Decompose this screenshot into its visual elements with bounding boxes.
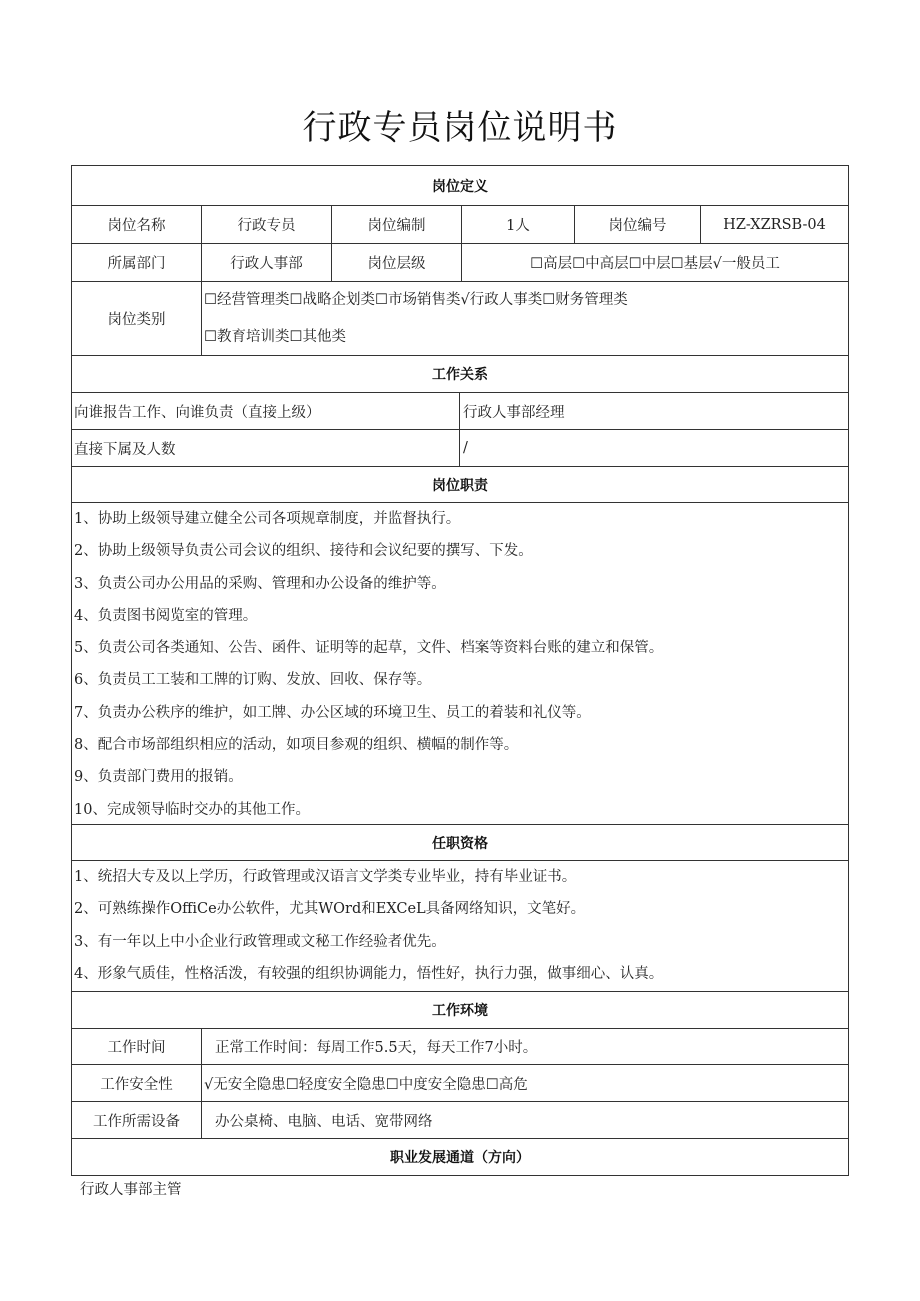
headcount-label: 岗位编制 [331,206,461,243]
category-options-line-2: ☐教育培训类☐其他类 [204,328,346,345]
safety-options: √无安全隐患☐轻度安全隐患☐中度安全隐患☐高危 [201,1065,848,1101]
duty-item: 8、配合市场部组织相应的活动，如项目参观的组织、横幅的制作等。 [74,737,519,754]
report-to-value: 行政人事部经理 [459,393,848,429]
equipment-label: 工作所需设备 [93,1113,180,1130]
category-options-line-1: ☐经营管理类☐战略企划类☐市场销售类√行政人事类☐财务管理类 [204,291,628,308]
level-label: 岗位层级 [331,244,461,281]
section-header-duties [72,467,848,503]
qualification-item: 2、可熟练操作OffiCe办公软件，尤其WOrd和EXCeL具备网络知识，文笔好。 [74,901,586,918]
qualification-item: 3、有一年以上中小企业行政管理或文秘工作经验者优先。 [74,933,446,950]
category-options [201,282,848,355]
duty-item: 4、负责图书阅览室的管理。 [74,607,258,624]
section-title: 职业发展通道（方向） [390,1150,530,1166]
category-label: 岗位类别 [107,312,166,328]
report-to-label: 向谁报告工作、向谁负责（直接上级） [74,404,321,421]
post-code-label: 岗位编号 [574,206,700,243]
duty-item: 5、负责公司各类通知、公告、函件、证明等的起草，文件、档案等资料台账的建立和保管。 [74,640,664,657]
definition-row-2 [72,244,848,282]
career-path-value: 行政人事部主管 [80,1182,182,1198]
relations-row-1 [72,393,848,430]
environment-row-time [72,1029,848,1065]
job-description-table [71,165,849,1176]
qualification-item: 4、形象气质佳，性格活泼，有较强的组织协调能力，悟性好，执行力强，做事细心、认真。 [74,965,664,982]
duties-block [72,503,848,825]
environment-row-safety [72,1065,848,1102]
post-name-label: 岗位名称 [107,218,166,234]
section-header-environment [72,992,848,1029]
work-time-value: 正常工作时间：每周工作5.5天，每天工作7小时。 [201,1029,848,1064]
definition-row-3 [72,282,848,356]
section-header-definition [72,166,848,206]
definition-row-1 [72,206,848,244]
post-name-value: 行政专员 [201,206,331,243]
duty-item: 9、负责部门费用的报销。 [74,769,243,786]
section-title: 工作关系 [432,367,488,383]
headcount-value: 1人 [461,206,574,243]
duty-item: 7、负责办公秩序的维护，如工牌、办公区域的环境卫生、员工的着装和礼仪等。 [74,704,591,721]
duties-list [72,503,848,830]
safety-label: 工作安全性 [100,1076,173,1093]
duty-item: 1、协助上级领导建立健全公司各项规章制度，并监督执行。 [74,511,461,527]
qualifications-list [72,861,848,994]
department-label: 所属部门 [107,256,166,272]
level-options: ☐高层☐中高层☐中层☐基层√一般员工 [461,244,848,281]
page-title: 行政专员岗位说明书 [302,108,618,148]
duty-item: 2、协助上级领导负责公司会议的组织、接待和会议纪要的撰写、下发。 [74,543,533,560]
subordinates-value: / [459,430,848,466]
section-header-qualifications [72,825,848,861]
equipment-value: 办公桌椅、电脑、电话、宽带网络 [201,1102,848,1138]
section-title: 岗位定义 [432,178,488,195]
duty-item: 6、负责员工工装和工牌的订购、发放、回收、保存等。 [74,672,432,689]
section-header-relations [72,356,848,393]
qualifications-block [72,861,848,992]
relations-row-2 [72,430,848,467]
qualification-item: 1、统招大专及以上学历，行政管理或汉语言文学类专业毕业，持有毕业证书。 [74,869,577,885]
work-time-label: 工作时间 [107,1040,166,1056]
post-code-value: HZ-XZRSB-04 [700,206,848,243]
subordinates-label: 直接下属及人数 [74,441,176,458]
section-title: 工作环境 [432,1003,488,1019]
environment-row-equipment [72,1102,848,1139]
section-header-career [72,1139,848,1175]
duty-item: 10、完成领导临时交办的其他工作。 [74,801,310,818]
duty-item: 3、负责公司办公用品的采购、管理和办公设备的维护等。 [74,575,446,592]
section-title: 岗位职责 [432,477,488,494]
department-value: 行政人事部 [201,244,331,281]
section-title: 任职资格 [432,835,488,852]
